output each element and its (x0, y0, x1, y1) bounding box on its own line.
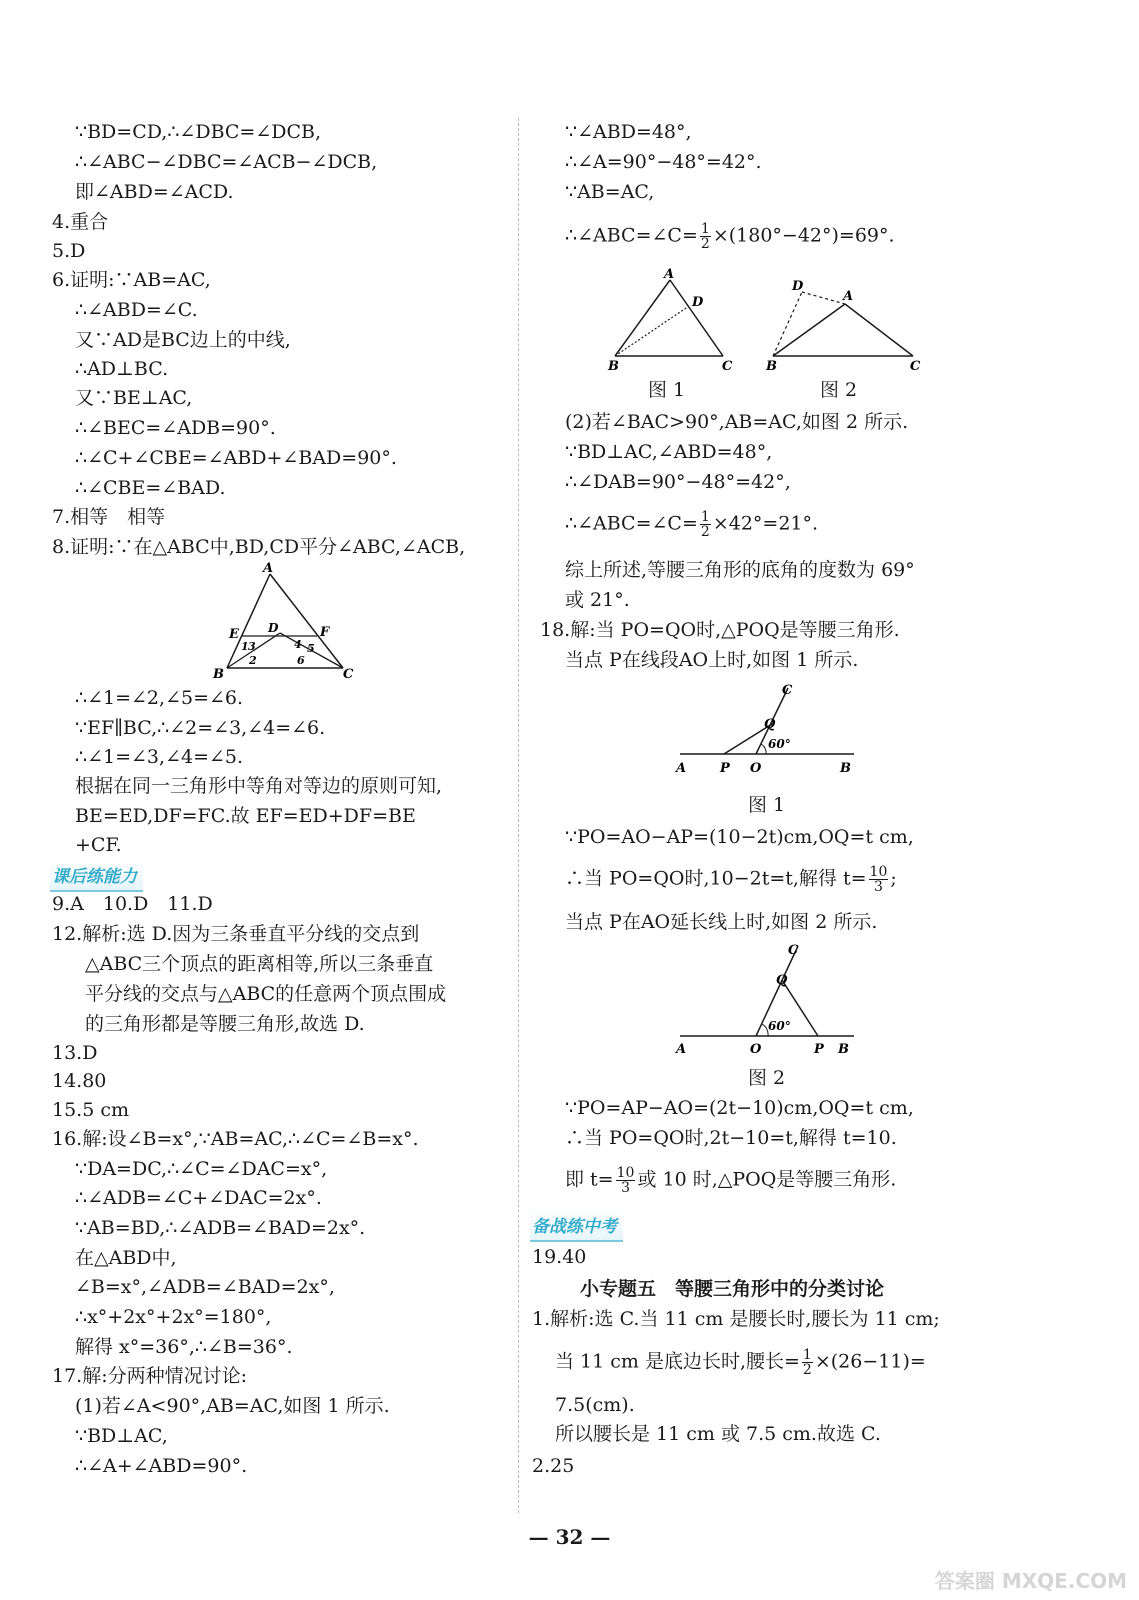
text-line: ∵BD=CD,∴∠DBC=∠DCB, (75, 121, 322, 143)
figure-18-1 (672, 682, 862, 777)
svg-text:3: 3 (248, 640, 256, 653)
text-line: 19.40 (532, 1246, 587, 1268)
text-line: BE=ED,DF=FC.故 EF=ED+DF=BE (75, 805, 416, 827)
text-line: 7.相等 相等 (52, 506, 166, 528)
svg-text:C: C (722, 359, 733, 373)
text-part: ×42°=21°. (712, 512, 819, 535)
text-line: ∴∠C+∠CBE=∠ABD+∠BAD=90°. (75, 447, 397, 469)
svg-text:B: B (608, 359, 619, 373)
text-line: 4.重合 (52, 211, 109, 233)
text-line: 平分线的交点与△ABC的任意两个顶点围成 (85, 983, 447, 1005)
svg-text:O: O (750, 1042, 762, 1057)
figure-18-2 (672, 940, 862, 1060)
text-line: ∴∠ABD=∠C. (75, 299, 198, 321)
text-line: ∴∠BEC=∠ADB=90°. (75, 417, 276, 439)
section-heading: 课后练能力 (50, 860, 143, 892)
text-line: ∠B=x°,∠ADB=∠BAD=2x°, (75, 1276, 335, 1298)
text-line: 6.证明:∵AB=AC, (52, 269, 211, 291)
svg-text:C: C (782, 683, 793, 698)
text-line (565, 865, 897, 894)
text-line: 13.D (52, 1042, 98, 1064)
text-part: ∴当 PO=QO时,10−2t=t,解得 t= (565, 867, 867, 890)
svg-text:C: C (788, 943, 799, 958)
svg-text:B: B (766, 359, 777, 373)
text-line: ∵AB=BD,∴∠ADB=∠BAD=2x°. (75, 1217, 366, 1239)
text-line: 14.80 (52, 1070, 107, 1092)
text-line (565, 222, 895, 251)
watermark: 答案圈 MXQE.COM (934, 1569, 1127, 1593)
text-line: 8.证明:∵在△ABC中,BD,CD平分∠ABC,∠ACB, (52, 536, 466, 558)
svg-text:A: A (676, 761, 687, 776)
text-line: ∴∠DAB=90°−48°=42°, (565, 471, 791, 493)
svg-text:A: A (676, 1042, 687, 1057)
text-line: (1)若∠A<90°,AB=AC,如图 1 所示. (75, 1395, 390, 1417)
text-line: 18.解:当 PO=QO时,△POQ是等腰三角形. (540, 619, 900, 641)
svg-text:D: D (268, 621, 279, 635)
text-line (555, 1348, 926, 1377)
figure-caption: 图 1 (748, 794, 786, 816)
angle-label: 60° (768, 1019, 791, 1033)
text-line: 综上所述,等腰三角形的底角的度数为 69° (565, 559, 915, 581)
svg-text:4: 4 (294, 638, 302, 651)
svg-text:B: B (840, 761, 851, 776)
text-line: 1.解析:选 C.当 11 cm 是腰长时,腰长为 11 cm; (532, 1308, 940, 1330)
svg-text:Q: Q (764, 717, 776, 732)
svg-text:1: 1 (241, 640, 249, 653)
figure-17-2 (758, 268, 928, 373)
text-line (565, 510, 818, 539)
text-line: ∴x°+2x°+2x°=180°, (75, 1306, 272, 1328)
section-heading: 备战练中考 (530, 1210, 623, 1242)
text-line: ∴当 PO=QO时,2t−10=t,解得 t=10. (565, 1127, 897, 1149)
text-line: 又∵AD是BC边上的中线, (75, 329, 291, 351)
text-line: 在△ABD中, (75, 1247, 177, 1269)
svg-text:C: C (343, 667, 354, 682)
text-line: 所以腰长是 11 cm 或 7.5 cm.故选 C. (555, 1423, 881, 1445)
text-line: ∵BD⊥AC,∠ABD=48°, (565, 441, 773, 463)
figure-caption: 图 1 (648, 379, 686, 401)
triangle-figure-abc (205, 560, 365, 685)
text-part: 即 t= (565, 1168, 614, 1191)
text-part: ; (890, 867, 897, 890)
text-part: 或 10 时,△POQ是等腰三角形. (637, 1168, 897, 1191)
svg-text:B: B (838, 1042, 849, 1057)
text-line: 9.A 10.D 11.D (52, 893, 213, 915)
svg-text:2: 2 (249, 654, 257, 667)
column-divider (518, 118, 519, 1513)
svg-text:F: F (320, 625, 330, 640)
text-line: 解得 x°=36°,∴∠B=36°. (75, 1336, 293, 1358)
page-number: — 32 — (528, 1525, 611, 1549)
text-part: ∴∠ABC=∠C= (565, 512, 698, 535)
svg-text:D: D (792, 279, 804, 294)
text-line: ∵PO=AO−AP=(10−2t)cm,OQ=t cm, (565, 826, 914, 848)
text-line: 的三角形都是等腰三角形,故选 D. (85, 1013, 365, 1035)
fraction-half: $\frac{1}{2}$ (802, 1347, 812, 1378)
fraction-half: $\frac{1}{2}$ (700, 509, 710, 540)
text-part: 当 11 cm 是底边长时,腰长= (555, 1350, 800, 1373)
text-line: 5.D (52, 240, 86, 262)
text-line: ∵PO=AP−AO=(2t−10)cm,OQ=t cm, (565, 1097, 914, 1119)
text-line: ∴∠1=∠3,∠4=∠5. (75, 746, 244, 768)
text-line: 或 21°. (565, 589, 630, 611)
text-line: 15.5 cm (52, 1099, 130, 1121)
text-line: ∴∠ABC−∠DBC=∠ACB−∠DCB, (75, 151, 378, 173)
figure-caption: 图 2 (748, 1067, 786, 1089)
text-line: 16.解:设∠B=x°,∵AB=AC,∴∠C=∠B=x°. (52, 1128, 419, 1150)
text-line: ∵BD⊥AC, (75, 1425, 168, 1447)
figure-caption: 图 2 (820, 379, 858, 401)
svg-text:P: P (720, 761, 730, 776)
text-line: ∵DA=DC,∴∠C=∠DAC=x°, (75, 1158, 328, 1180)
svg-text:5: 5 (307, 642, 315, 655)
svg-text:Q: Q (776, 973, 788, 988)
text-line: 7.5(cm). (555, 1394, 635, 1416)
text-line: 根据在同一三角形中等角对等边的原则可知, (75, 775, 443, 797)
text-part: ×(180°−42°)=69°. (712, 224, 895, 247)
svg-text:P: P (814, 1042, 824, 1057)
svg-text:O: O (750, 761, 762, 776)
fraction-ten-thirds: $\frac{10}{3}$ (869, 864, 888, 895)
text-part: ∴∠ABC=∠C= (565, 224, 698, 247)
text-line: 2.25 (532, 1455, 575, 1477)
svg-text:A: A (843, 289, 854, 304)
text-line: 即∠ABD=∠ACD. (75, 181, 234, 203)
text-line: ∴∠A=90°−48°=42°. (565, 151, 762, 173)
text-line: ∴∠CBE=∠BAD. (75, 477, 226, 499)
text-line: ∴∠ADB=∠C+∠DAC=2x°. (75, 1187, 322, 1209)
text-line: 当点 P在线段AO上时,如图 1 所示. (565, 649, 859, 671)
text-line: ∵∠ABD=48°, (565, 121, 692, 143)
text-line: (2)若∠BAC>90°,AB=AC,如图 2 所示. (565, 411, 909, 433)
text-line: 又∵BE⊥AC, (75, 387, 193, 409)
text-line: 12.解析:选 D.因为三条垂直平分线的交点到 (52, 923, 420, 945)
svg-text:C: C (910, 359, 921, 373)
topic-heading: 小专题五 等腰三角形中的分类讨论 (580, 1278, 885, 1300)
svg-text:E: E (229, 627, 239, 642)
figure-17-1 (600, 268, 745, 373)
text-line: 当点 P在AO延长线上时,如图 2 所示. (565, 911, 878, 933)
svg-text:A: A (263, 561, 274, 576)
text-line: ∴AD⊥BC. (75, 358, 169, 380)
text-line: ∴∠1=∠2,∠5=∠6. (75, 687, 244, 709)
text-part: ×(26−11)= (814, 1350, 926, 1373)
svg-text:D: D (692, 295, 704, 310)
svg-text:6: 6 (297, 654, 305, 667)
text-line: 17.解:分两种情况讨论: (52, 1365, 248, 1387)
svg-text:B: B (213, 667, 224, 682)
text-line: △ABC三个顶点的距离相等,所以三条垂直 (85, 953, 434, 975)
fraction-ten-thirds: $\frac{10}{3}$ (616, 1165, 635, 1196)
text-line (565, 1166, 896, 1195)
text-line: +CF. (75, 834, 122, 856)
text-line: ∵AB=AC, (565, 181, 655, 203)
fraction-half: $\frac{1}{2}$ (700, 221, 710, 252)
svg-text:A: A (664, 268, 675, 282)
text-line: ∴∠A+∠ABD=90°. (75, 1455, 248, 1477)
text-line: ∵EF∥BC,∴∠2=∠3,∠4=∠6. (75, 717, 326, 739)
angle-label: 60° (768, 737, 791, 751)
